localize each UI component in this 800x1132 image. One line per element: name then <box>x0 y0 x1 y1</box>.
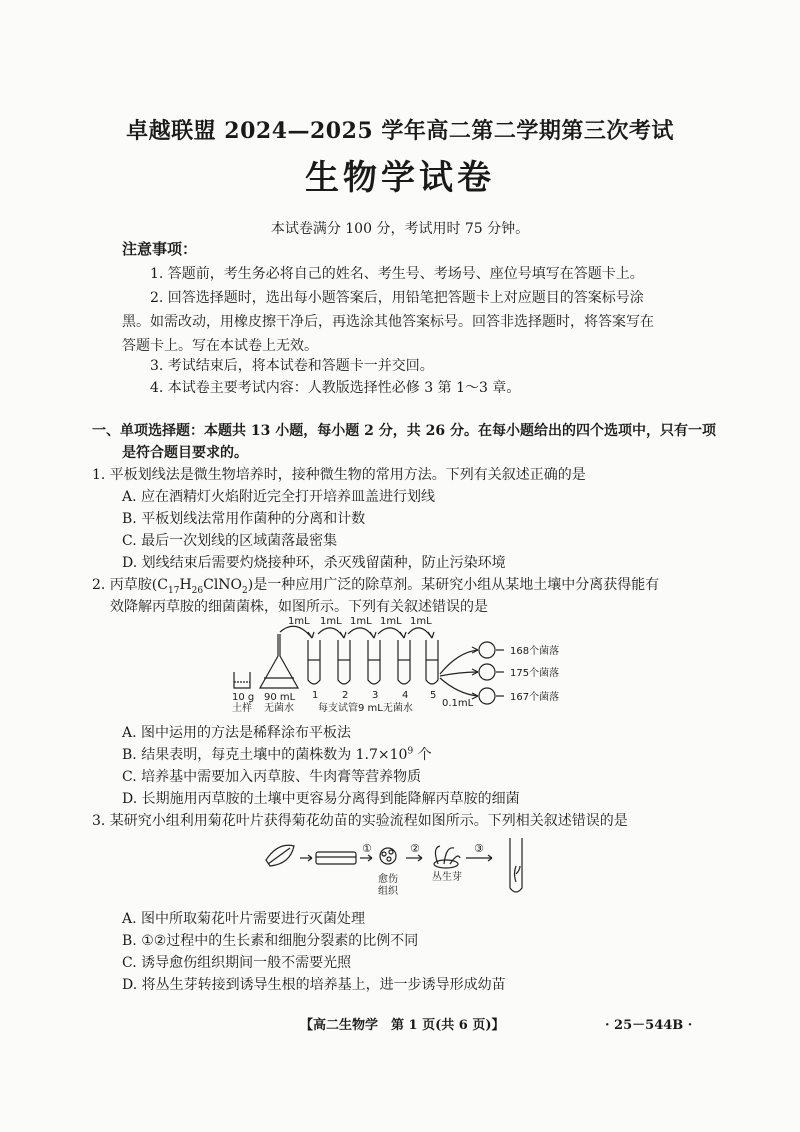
flask <box>260 634 298 688</box>
transfer-label-4: 1mL <box>380 616 402 627</box>
q2-option-d: D. 长期施用丙草胺的土壤中更容易分离得到能降解丙草胺的细菌 <box>122 791 520 807</box>
q1-stem: 1. 平板划线法是微生物培养时，接种微生物的常用方法。下列有关叙述正确的是 <box>92 467 586 483</box>
transfer-label-1: 1mL <box>288 616 310 627</box>
step-1: ① <box>362 842 372 855</box>
colony-count-3: 167个菌落 <box>510 692 560 703</box>
dilution-diagram <box>220 612 600 712</box>
page-label: 【高二生物学 第 1 页(共 6 页)】 <box>300 1018 505 1033</box>
tube-4 <box>398 640 410 684</box>
transfer-label-3: 1mL <box>350 616 372 627</box>
tube-number-4: 4 <box>402 690 409 701</box>
tube-3 <box>368 640 380 684</box>
section-heading-1: 一、单项选择题：本题共 13 小题，每小题 2 分，共 26 分。在每小题给出的四个选项中，只有一项 <box>92 423 716 439</box>
q3-option-d: D. 将丛生芽转接到诱导生根的培养基上，进一步诱导形成幼苗 <box>122 977 506 993</box>
plate-2 <box>479 664 495 680</box>
plate-3 <box>479 688 495 704</box>
tube-2 <box>338 640 350 684</box>
tissue-culture-diagram <box>260 834 540 900</box>
tube-note: 每支试管9 mL无菌水 <box>318 703 413 712</box>
culture-dish <box>316 852 356 864</box>
q3-option-a: A. 图中所取菊花叶片需要进行灭菌处理 <box>122 911 366 927</box>
notice-line-6: 4. 本试卷主要考试内容：人教版选择性必修 3 第 1～3 章。 <box>150 380 521 396</box>
notice-line-3: 黑。如需改动，用橡皮擦干净后，再选涂其他答案标号。回答非选择题时，将答案写在 <box>122 314 654 330</box>
q1-option-a: A. 应在酒精灯火焰附近完全打开培养皿盖进行划线 <box>122 489 436 505</box>
notice-heading: 注意事项： <box>122 240 198 258</box>
q2-stem: 2. 丙草胺$(C_{17}H_{26}ClNO_2)$是一种应用广泛的除草剂。某研究小组从某地土壤中分离获得能有 <box>92 577 660 596</box>
q1-option-c: C. 最后一次划线的区域菌落最密集 <box>122 533 338 549</box>
colony-count-2: 175个菌落 <box>510 668 560 679</box>
score-info: 本试卷满分 100 分，考试用时 75 分钟。 <box>270 221 530 237</box>
transfer-label-2: 1mL <box>320 616 342 627</box>
plate-1 <box>479 642 495 658</box>
step-2: ② <box>410 842 420 855</box>
water-label: 无菌水 <box>264 703 294 712</box>
q2-option-c: C. 培养基中需要加入丙草胺、牛肉膏等营养物质 <box>122 769 422 785</box>
colony-count-1: 168个菌落 <box>510 646 560 657</box>
q2-option-a: A. 图中运用的方法是稀释涂布平板法 <box>122 725 352 741</box>
shoots-label: 丛生芽 <box>432 872 462 883</box>
q2-option-b: B. 结果表明，每克土壤中的菌株数为 $1.7\times 10^9$ 个 <box>122 746 432 763</box>
section-heading-2: 是符合题目要求的。 <box>122 445 248 461</box>
tube-number-2: 2 <box>342 690 349 701</box>
exam-title: 卓越联盟 2024—2025 学年高二第二学期第三次考试 <box>126 118 674 144</box>
notice-line-5: 3. 考试结束后，将本试卷和答题卡一并交回。 <box>150 358 434 374</box>
soil-beaker <box>234 672 250 688</box>
culture-tube <box>510 838 522 892</box>
tube-number-1: 1 <box>312 690 319 701</box>
q3-option-b: B. ①②过程中的生长素和细胞分裂素的比例不同 <box>122 933 419 949</box>
tube-number-5: 5 <box>430 690 437 701</box>
transfer-label-5: 1mL <box>410 616 432 627</box>
paper-code: · 25－544B · <box>605 1018 693 1033</box>
soil-mass: 10 g <box>232 692 255 703</box>
q2-stem-line2: 效降解丙草胺的细菌菌株，如图所示。下列有关叙述错误的是 <box>110 599 488 615</box>
callus-label-1: 愈伤 <box>378 874 398 885</box>
subject-title: 生物学试卷 <box>305 158 495 198</box>
tube-number-3: 3 <box>372 690 379 701</box>
q3-option-c: C. 诱导愈伤组织期间一般不需要光照 <box>122 955 352 971</box>
notice-line-1: 1. 答题前，考生务必将自己的姓名、考生号、考场号、座位号填写在答题卡上。 <box>150 266 644 282</box>
q1-option-b: B. 平板划线法常用作菌种的分离和计数 <box>122 511 366 527</box>
notice-line-4: 答题卡上。写在本试卷上无效。 <box>122 338 318 354</box>
q3-stem: 3. 某研究小组利用菊花叶片获得菊花幼苗的实验流程如图所示。下列相关叙述错误的是 <box>92 813 628 829</box>
callus-label-2: 组织 <box>378 886 398 897</box>
plating-volume: 0.1mL <box>442 698 474 709</box>
water-volume: 90 mL <box>264 692 296 703</box>
tube-5 <box>426 640 438 684</box>
step-3: ③ <box>474 842 484 855</box>
tube-1 <box>308 640 320 684</box>
soil-label: 土样 <box>232 703 252 712</box>
q1-option-d: D. 划线结束后需要灼烧接种环，杀灭残留菌种，防止污染环境 <box>122 555 506 571</box>
notice-line-2: 2. 回答选择题时，选出每小题答案后，用铅笔把答题卡上对应题目的答案标号涂 <box>150 290 644 306</box>
